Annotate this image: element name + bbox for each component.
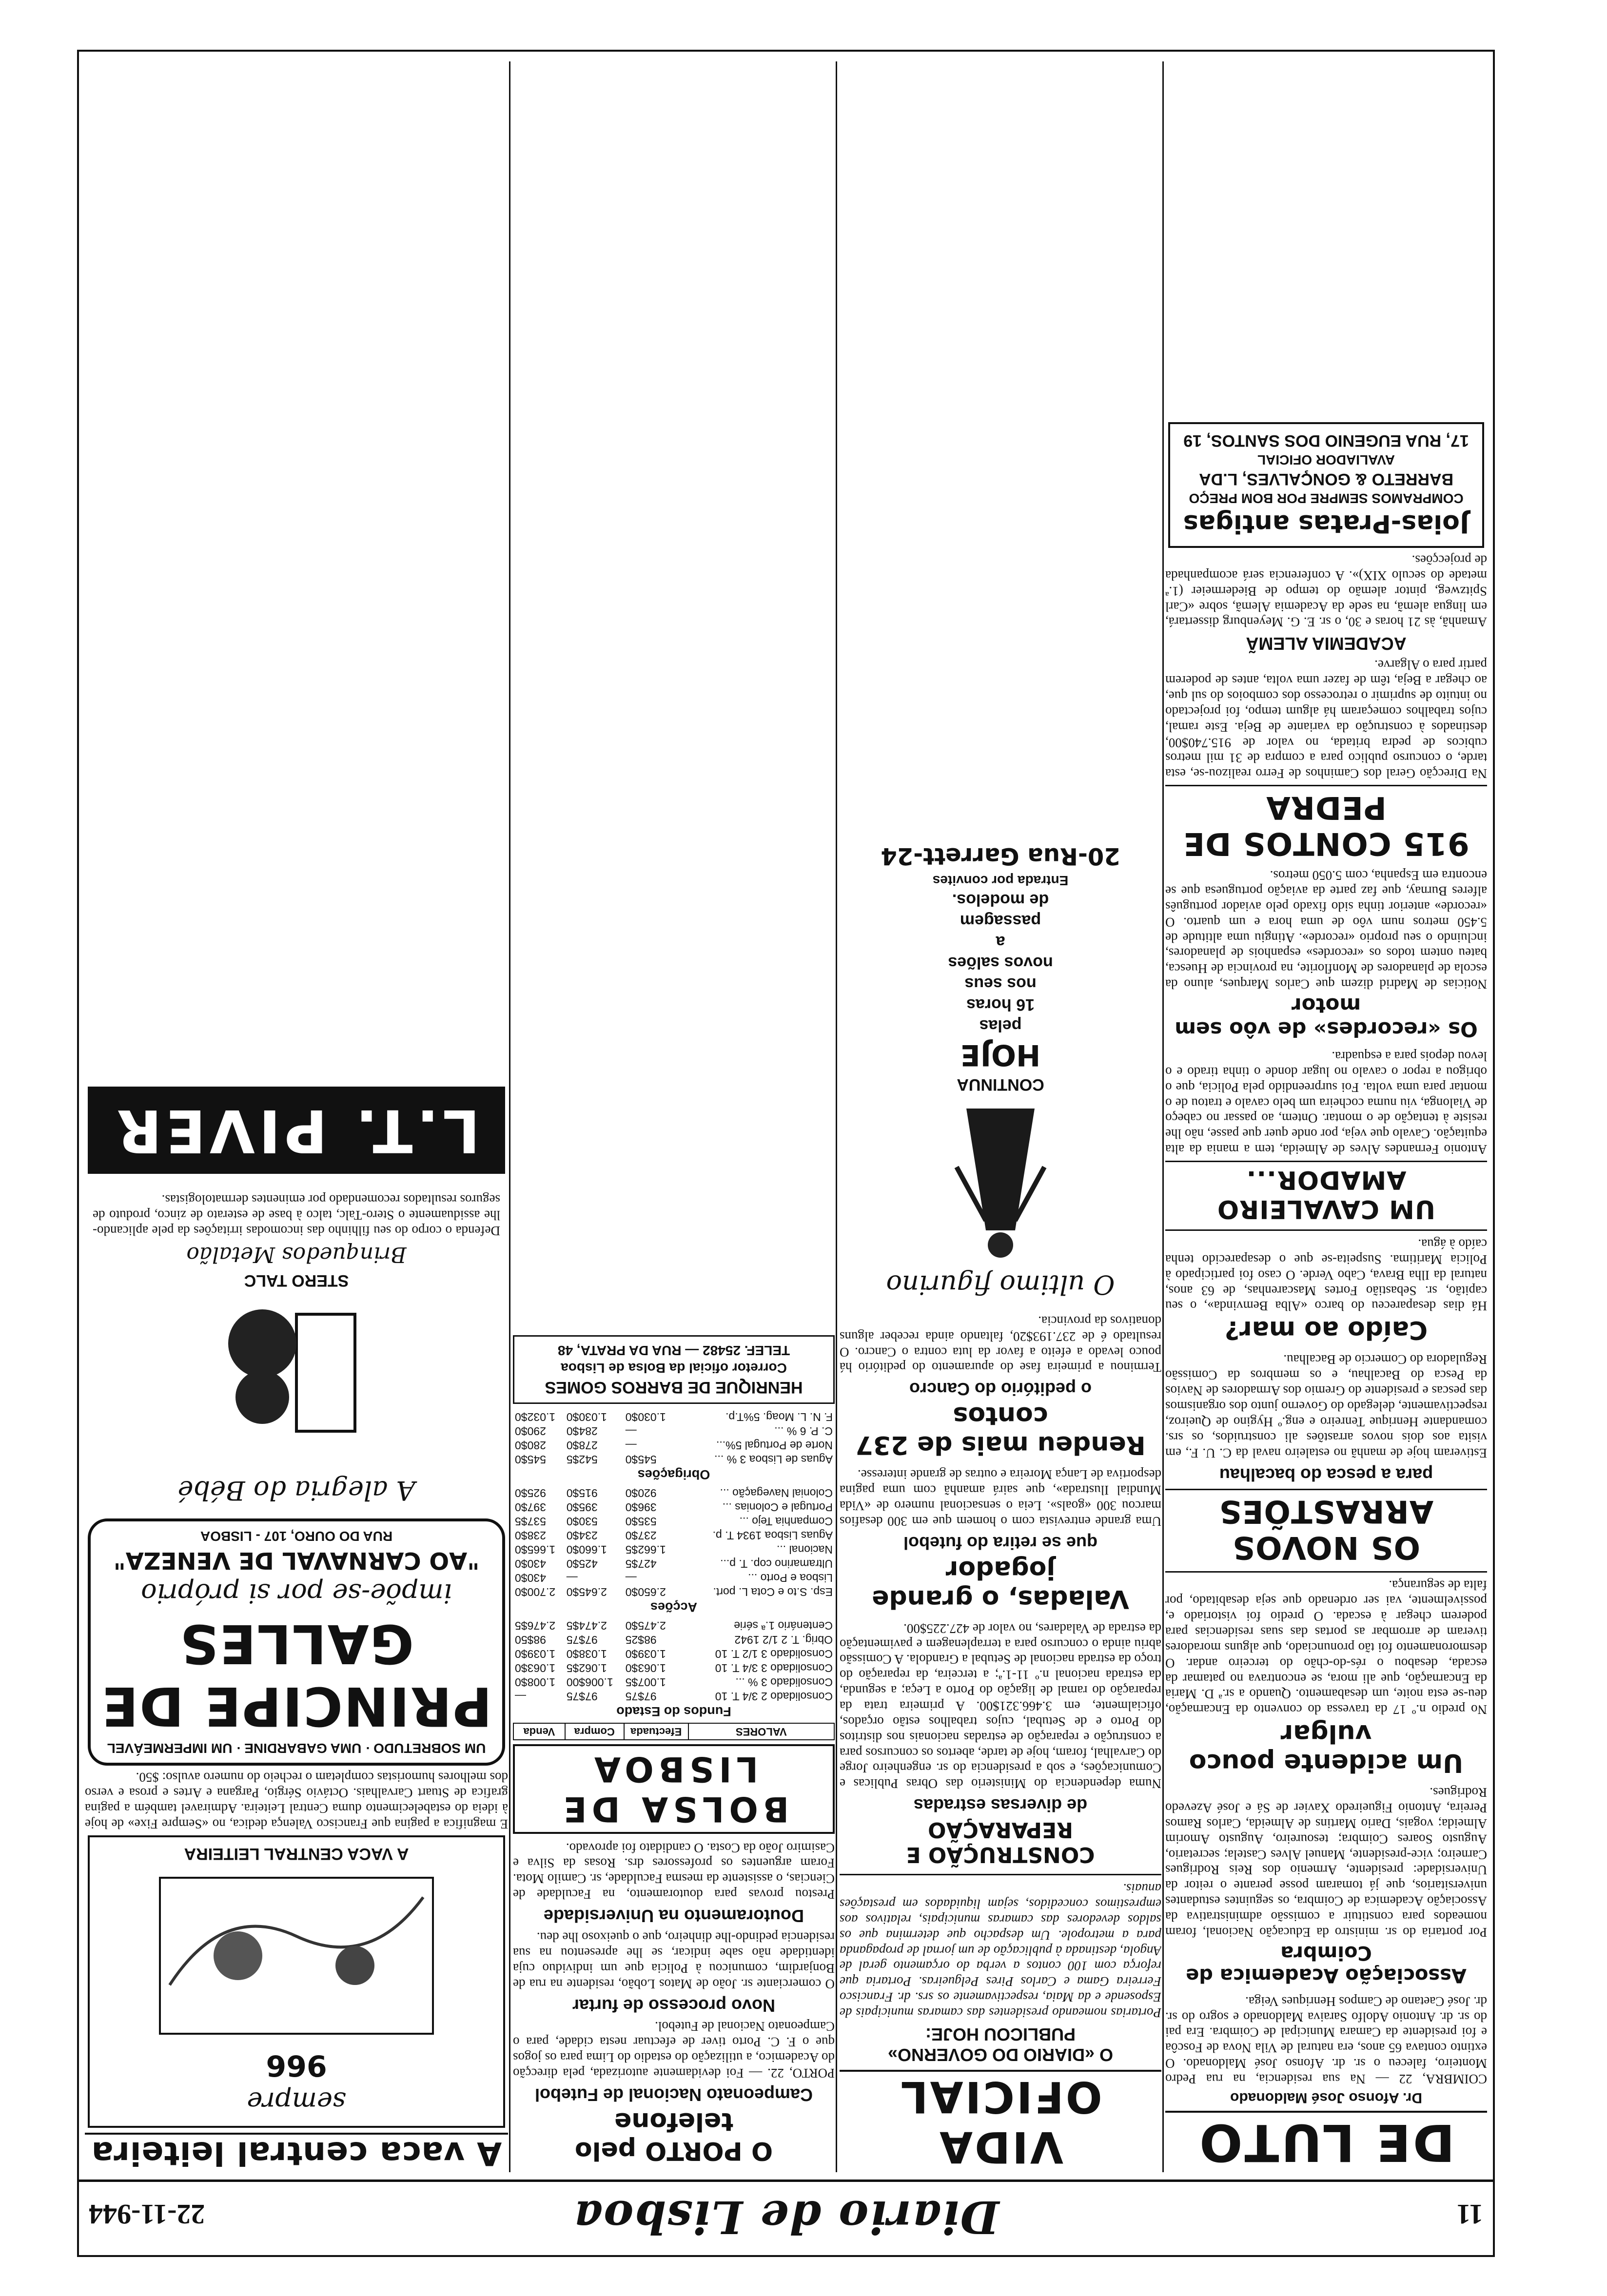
stock-row [513,1618,834,1633]
stock-row [513,1661,834,1675]
stock-value-cell: — [625,1571,637,1584]
sempre-fixe-line2: 966 [266,2048,327,2082]
stock-row [513,1647,834,1661]
fashion-line8: passagem [960,911,1041,930]
divider [1165,1229,1487,1231]
stock-row [513,1689,834,1703]
stock-value-cell: 237$0 [625,1529,657,1542]
newspaper-page [77,50,1495,2257]
stock-name-cell: Colonial Navegação ... [720,1486,833,1499]
stock-name-cell: C. P. 6 % ... [774,1424,833,1438]
principe-slogan: impõe-se por si próprio [141,1577,452,1609]
rendeu-text: Terminou a primeira fase do apuramento do peditório há pouco levado a efeito a favor da luta contra o Cancro. O resultado é de 237.193$20, faltando ainda receber alguns donativos da provincia. [840,1313,1161,1375]
stock-row [513,1438,834,1452]
stock-value-cell: 925$0 [515,1486,546,1499]
stock-value-cell: 290$0 [515,1424,546,1438]
stock-value-cell: 1.039$0 [625,1647,666,1660]
stock-name-cell: F. N. L. Moag. 5%T.p. [725,1410,833,1423]
stock-section-label: Obrigações [637,1467,710,1482]
stock-value-cell: 430$0 [515,1571,546,1584]
stock-name-cell: Consolidado 3 % ... [735,1675,833,1689]
principe-name: PRINCIPE DE GALLES [100,1612,492,1737]
stock-row [513,1424,834,1438]
stock-name-cell: Companhia Tejo ... [739,1515,833,1528]
stock-header-row [513,1723,834,1740]
fashion-line3: pelas [979,1016,1022,1035]
cartoon-illustration [150,1868,443,2043]
stock-value-cell: — [566,1571,578,1584]
lt-piver-banner: L.T. PIVER [88,1087,505,1174]
pedra-title: 915 CONTOS DE PEDRA [1165,785,1487,861]
stock-name-cell: Norte de Portugal 5%... [716,1439,833,1452]
stock-section-label: Fundos do Estado [616,1704,731,1719]
bolsa-title: BOLSA DE LISBOA [513,1744,835,1834]
stock-value-cell: — [625,1439,637,1452]
stock-value-cell: 1.030$0 [625,1410,666,1423]
stock-value-cell: 535$0 [625,1515,657,1528]
sempre-fixe-ad [88,1835,505,2128]
fashion-line9: de modelos. [952,890,1049,909]
stock-value-cell: 530$0 [566,1515,598,1528]
stock-value-cell: 542$5 [566,1453,598,1466]
stock-name-cell: Portugal e Colonias ... [722,1500,833,1514]
fashion-script: O ultimo figurino [886,1269,1115,1300]
stock-value-cell: 1.007$5 [625,1675,666,1689]
cavaleiro-title: UM CAVALEIRO AMADOR... [1165,1161,1487,1224]
porto-subtitle: Campeonato Nacional de Futebol [534,2085,813,2105]
accident-title: Um acidente pouco vulgar [1189,1719,1464,1778]
stock-row [513,1486,834,1500]
stock-value-cell: 915$0 [566,1486,598,1499]
valadas-subtitle: que se retira do futebol [903,1533,1098,1553]
stock-header: Venda [513,1723,565,1740]
fashion-figure-illustration [937,1099,1064,1265]
stock-value-cell: 1.660$0 [566,1543,607,1556]
stock-value-cell: — [515,1690,526,1703]
stock-value-cell: 2.650$0 [625,1585,666,1598]
column-ads-right [85,61,508,2172]
stock-name-cell: Nacional ... [776,1543,833,1556]
stock-value-cell: 920$0 [625,1486,657,1499]
rendeu-subtitle: o peditório do Cancro [909,1379,1092,1400]
stock-value-cell: 545$0 [515,1453,546,1466]
stock-value-cell: 284$0 [566,1424,598,1438]
stock-value-cell: 1.063$0 [625,1661,666,1674]
joias-headline: Joias-Pratas antigas [1183,509,1470,539]
stock-header: Compra [565,1723,624,1740]
page-number: 11 [1456,2199,1483,2230]
accident-text: No predio n.º 17 da travessa do convento da Encarnação, deu-se esta noite, um desabamento. Quando a sr.ª D. Maria da Encarnação, que ali mora, se encontrava no patamar da escada, desabou o rés-do-chão do terceiro andar. O desmoronamento foi tão pronunciado, que alguns moradores tiveram de arrombar as portas das suas residencias para poderem chegar à escada. O predio foi vistoriado e, possivelmente, vai ser ordenado que seja desabitado, por falta de segurança. [1165,1578,1487,1717]
stock-value-cell: 430$0 [515,1557,546,1570]
arrastoes-text: Estiveram hoje de manhã no estaleiro naval da C. U. F., em visita aos dois novos arrastões ali construidos, os srs. comandante Henrique Tenreiro e eng.º Hygino de Queiroz, respectivamente, delegado do Governo junto dos organismos das pescas e presidente do Gremio dos Armadores de Navios da Pesca do Bacalhau, e os membros da Comissão Reguladora do Comercio de Bacalhau. [1165,1352,1487,1460]
fashion-line10: Entrada por convites [932,873,1069,888]
stock-name-cell: Obrig. T. 2 1/2 1942 [734,1633,833,1646]
sempre-fixe-line1: sempre [247,2086,346,2117]
fashion-line5: nos seus [964,974,1037,993]
fashion-line7: a [996,932,1005,951]
stock-value-cell: 396$0 [625,1500,657,1514]
cavaleiro-text: Antonio Fernandes Alves de Almeida, tem a mania da alta equitação. Cavalo que veja, por onde quer que passe, não lhe resiste à tentação de o montar. Ontem, ao passar no cabeço de Vialonga, viu numa cocheira um belo cavalo e tratou de o montar para uma volta. Foi surpreendido pela Policia, que o obrigou a repor o cavalo no lugar donde o tinha tirado e o levou depois para a esquadra. [1165,1049,1487,1157]
recordes-text: Noticias de Madrid dizem que Carlos Marques, aluno da escola de planadores de Monflorite, na provincia de Huesca, bateu ontem todos os «recordes» espanhois de planadores, incluindo o seu proprio «recorde». Atingiu uma altitude de 5.450 metros num vôo de uma hora e um quarto. O «recorde» anterior tinha sido fixado pelo aviador português alferes Burnay, que faz parte da aviação portuguesa que se encontra em Espanha, com 5.050 metros. [1165,868,1487,992]
divider [1165,1571,1487,1573]
valadas-text: Uma grande entrevista com o homem que em 300 desafios marcou 300 «goals». Leia o sensacional numero de «Vida Mundial Ilustrada», que sairá amanhã com uma pagina desportiva de Lança Moreira e outras de grande interesse. [840,1467,1161,1529]
joias-line4: 17, RUA EUGENIO DOS SANTOS, 19 [1183,431,1469,450]
column-news-right [513,61,835,2172]
assoc-title: Associação Academica de Coimbra [1186,1941,1467,1986]
stock-value-cell: 545$0 [625,1453,657,1466]
column-rule [509,61,510,2172]
stero-text: Defenda o corpo do seu filhinho das incomodas irritações da pele aplicando-lhe assiduamente o Stero-Talc, talco à base de esterato de zinco, produto de seguros resultados recomendado por eminentes dermatologistas. [93,1192,500,1238]
stock-value-cell: 1.032$0 [515,1410,556,1423]
alema-text: Amanhã, às 21 horas e 30, o sr. E. G. Meyenburg dissertará, em lingua alemã, na sede da Academia Alemã, sobre «Carl Spitzweg, pintor alemão do tempo de Biedermeier (1.ª metade do seculo XIX)». A conferencia será acompanhada de projecções. [1165,553,1487,630]
vaca-title: A vaca central leiteira [85,2133,508,2172]
divider [840,1874,1161,1875]
stock-value-cell: — [625,1424,637,1438]
fashion-line2: HOJE [960,1037,1041,1072]
section-heading-luto: DE LUTO [1165,2111,1487,2172]
stock-header: VALORES [688,1723,834,1740]
stero-talc-name: STERO TALC [244,1271,349,1290]
broker-role: Corretor oficial da Bolsa de Lisboa [561,1360,787,1376]
brinquedos-script: Brinquedos Metalão [186,1242,407,1267]
stock-section-row [513,1466,834,1486]
principe-address: RUA DO OURO, 107 - LISBOA [200,1528,393,1544]
furto-title: Novo processo de furtar [572,1995,776,2016]
stock-value-cell: 98$25 [625,1633,657,1646]
stock-name-cell: Aguas Lisboa 1934 T. p. [712,1529,833,1542]
furto-text: O comerciante sr. João de Matos Lobão, residente na rua de Bonjardim, comunicou à Policia que um individuo cuja identidade não sabe indicar, se lhe apresentou na sua residencia pedindo-lhe dinheiro, que o queixoso lhe deu. [513,1929,835,1991]
porto-text: PORTO, 22. — Foi devidamente autorizada, pela direcção do Academico, a utilização do estadio do Lima para os jogos que o F. C. Porto tiver de efectuar nesta cidade, para o Campeonato Nacional de Futebol. [513,2019,835,2081]
joias-ad [1168,422,1484,548]
stock-value-cell: 2.474$5 [566,1619,607,1632]
stock-value-cell: 1.006$00 [566,1675,613,1689]
stock-value-cell: 1.038$0 [566,1647,607,1660]
section-heading-vida-oficial: VIDA OFICIAL [840,2070,1161,2172]
stock-value-cell: 98$50 [515,1633,546,1646]
broker-ad [513,1335,835,1404]
stock-name-cell: Aguas de Lisboa 3 % ... [714,1453,833,1466]
recordes-title: Os «recordes» de vôo sem motor [1175,993,1478,1042]
pedra-text: Na Direcção Geral dos Caminhos de Ferro realizou-se, esta tarde, o concurso publico para a compra de 31 mil metros cubicos de pedra britada, no valor de 915.740$00, destinados à construção da variante de Beja. Este ramal, cujos trabalhos começaram há algum tempo, foi projectado no intuito de suprimir o retrocesso dos comboios do sul que, ao chegar a Beja, têm de fazer uma volta, antes de poderem partir para o Algarve. [1165,658,1487,781]
joias-line2: BARRETO & GONÇALVES, L.DA [1199,470,1453,489]
stock-value-cell: 97$75 [566,1633,598,1646]
column-news-center [840,61,1161,2172]
joias-line3: AVALIADOR OFICIAL [1257,452,1395,468]
column-rule [836,61,837,2172]
construcao-subtitle: de diversas estradas [913,1795,1088,1816]
fashion-line4: 16 horas [966,995,1035,1014]
joias-line1: COMPRAMOS SEMPRE POR BOM PREÇO [1189,491,1464,506]
stock-value-cell: 280$0 [515,1439,546,1452]
stock-value-cell: 427$5 [625,1557,657,1570]
valadas-title: Valadas, o grande jogador [872,1555,1129,1614]
principe-shop: "AO CARNAVAL DE VENEZA" [113,1546,480,1574]
stock-value-cell: 97$75 [625,1690,657,1703]
stock-value-cell: 537$5 [515,1515,546,1528]
stock-row [513,1500,834,1514]
stock-name-cell: Centenário 1.ª série [734,1619,833,1632]
stock-value-cell: 238$0 [515,1529,546,1542]
stock-row [513,1557,834,1571]
stock-value-cell: 2.476$5 [515,1619,556,1632]
stock-value-cell: 1.008$0 [515,1675,556,1689]
column-rule [1162,61,1164,2172]
stock-header: Efectuada [624,1723,688,1740]
stock-table [513,1410,835,1740]
stock-value-cell: 397$0 [515,1500,546,1514]
arrastoes-title: OS NOVOS ARRASTÕES [1165,1489,1487,1565]
masthead [79,2179,1493,2255]
fashion-address: 20-Rua Garrett-24 [881,842,1120,870]
stock-row [513,1528,834,1542]
porto-title: O PORTO pelo telefone [574,2107,773,2165]
stock-row [513,1633,834,1647]
stock-value-cell: 97$75 [566,1690,598,1703]
mar-title: Caído ao mar? [1224,1315,1428,1345]
stock-value-cell: 1.665$0 [515,1543,556,1556]
construcao-text: Numa dependencia do Ministerio das Obras Publicas e Comunicações, e sob a presidencia do sr. engenheiro Jorge do Carvalhal, foram, hoje de tarde, abertos os concursos para a construção e reparação de estradas nacionais nos distritos do Porto e de Setubal, cujos trabalhos estão orçados, oficialmente, em 3.466.321$00. A primeira trata da reparação do ramal de ligação do Porto a Leça; a segunda, da estrada nacional n.º 11-1.ª; a terceira, da reparação do troço da estrada nacional de Setubal a Grandola. A Comissão abriu ainda o concurso para a terraplenagem e pavimentação da estrada de Valadares, no valor de 427.225$00. [840,1621,1161,1791]
bebe-script: A alegria do Bébé [177,1475,415,1506]
stock-section-row [513,1703,834,1723]
issue-date: 22-11-944 [89,2199,205,2230]
stero-talc-ad [88,1184,505,1515]
principe-top-line: UM SOBRETUDO · UMA GABARDINE · UM IMPERMEÁVEL [107,1740,486,1756]
stock-value-cell: 1.030$0 [566,1410,607,1423]
stock-value-cell: 1.662$5 [625,1543,666,1556]
broker-name: HENRIQUE DE BARROS GOMES [545,1378,803,1397]
obit-title: Dr. Afonso José Maldonado [1230,2090,1422,2106]
arrastoes-subtitle: para a pesca do bacalhau [1219,1464,1433,1485]
alema-title: ACADEMIA ALEMÃ [1246,634,1407,654]
stock-table-body [513,1410,834,1723]
stock-row [513,1585,834,1599]
stock-value-cell: 234$0 [566,1529,598,1542]
stock-value-cell: 1.063$0 [515,1661,556,1674]
fashion-line1: CONTINUA [957,1075,1044,1094]
stock-name-cell: Ultramarino cop. T. p... [720,1557,833,1570]
stock-value-cell: 1.062$5 [566,1661,607,1674]
broker-address: TELEF. 25482 — RUA DA PRATA, 48 [557,1343,790,1358]
stock-name-cell: Consolidado 2 3/4 T. 10 [715,1690,833,1703]
stock-row [513,1675,834,1689]
stock-value-cell: 278$0 [566,1439,598,1452]
stock-value-cell: 1.039$0 [515,1647,556,1660]
stock-row [513,1514,834,1528]
rendeu-title: Rendeu mais de 237 contos [855,1401,1146,1460]
diario-governo-text: Portarias nomeando presidentes das camaras municipais de Esposende e da Maia, respectivamente os srs. dr. Francisco Ferreira Gama e Carlos Pires Pelgueiras. Portaria que reforça com 100 contos a verba do orçamento geral de Angola, destinada à publicação de um jornal de propaganda para a metropole. Um despacho que determina que os saldos devedores das camaras municipais, relativos aos emprestimos concedidos, sejam liquidados em prestações anuais. [840,1881,1161,2020]
stock-value-cell: 425$0 [566,1557,598,1570]
stock-row [513,1571,834,1585]
fashion-ad [843,835,1158,1309]
stock-value-cell: 2.700$0 [515,1585,556,1598]
column-news-left [1165,61,1487,2172]
stock-value-cell: 395$0 [566,1500,598,1514]
stock-name-cell: Consolidado 3 1/2 T. 10 [715,1647,833,1660]
stock-section-row [513,1599,834,1618]
stock-name-cell: Lisboa e Porto ... [748,1571,833,1584]
stock-value-cell: 2.645$0 [566,1585,607,1598]
diario-governo-title: O «DIARIO DO GOVERNO» PUBLICOU HOJE: [887,2024,1114,2065]
newspaper-title: Diario de Lisboa [572,2191,999,2243]
mar-text: Há dias desapareceu do barco «Alba Bemvinda», o seu capitão, sr. Sebastião Fortes Mascarenhas, de 63 anos, natural da Ilha Brava, Cabo Verde. O caso foi participado à Policia Maritima. Suspeita-se que o desaparecido tenha caído à água. [1165,1237,1487,1314]
fashion-line6: novos salões [948,953,1053,972]
stock-name-cell: Consolidado 3 3/4 T. 10 [715,1661,833,1674]
assoc-text: Por portaria do sr. ministro da Educação Nacional, foram nomeados para constituir a comissão administrativa da Associação Academica de Coimbra, os seguintes estudantes universitarios, que já tomaram posse perante o reitor da Universidade: presidente, Armenio dos Reis Rodrigues Carneiro; vice-presidente, Manuel Alves Castela; secretario, Augusto Soares Coimbra; tesoureiro, Augusto Amorim Almeida; vogais, Dario Martins de Almeida, Carlos Ramos Pereira, Antonio Figueiredo Xavier de Sá e José Azevedo Rodrigues. [1165,1785,1487,1940]
stock-row [513,1410,834,1424]
construcao-title: CONSTRUÇÃO E REPARAÇÃO [906,1817,1095,1868]
doutoramento-text: Prestou provas para doutoramento, na Faculdade de Ciencias, o assistente da mesma Faculdade, sr. Camilo Mota. Foram arguentes os professores drs. Rosas da Silva e Casimiro João da Costa. O candidato foi aprovado. [513,1840,835,1902]
talc-tin-bear-illustration [209,1295,384,1470]
stock-row [513,1452,834,1466]
stock-row [513,1542,834,1557]
obit-text: COIMBRA, 22 — Na sua residencia, na rua Pedro Monteiro, faleceu o sr. dr. Afonso José Maldonado. O extinto contava 65 anos, era natural de Vila Nova de Foscôa e foi presidente da Camara Municipal de Coimbra. Era pai do sr. dr. Antonio Adolfo Saraiva Maldonado e sogro do sr. dr. José Caetano de Campos Henriques Veiga. [1165,1994,1487,2086]
stock-section-label: Acções [650,1599,698,1615]
stock-value-cell: 2.475$0 [625,1619,666,1632]
vaca-text: E magnifica a pagina que Francisco Valença dedica, no «Sempre Fixe» de hoje à ideia do estabelecimento duma Central Leiteira. Admiravel também a pagina grafica de Stuart Carvalhais. Octávio Sérgio, Pargana e Artes e prosa e verso dos melhores humoristas completam o recheio do numero avulso: $50. [85,1770,508,1831]
sempre-fixe-line3: A VACA CENTRAL LEITEIRA [184,1845,409,1863]
doutoramento-title: Doutoramento na Universidade [543,1906,804,1926]
principe-de-galles-ad [88,1518,505,1766]
stock-name-cell: Esp. S.to e Cota L. port. [713,1585,833,1598]
